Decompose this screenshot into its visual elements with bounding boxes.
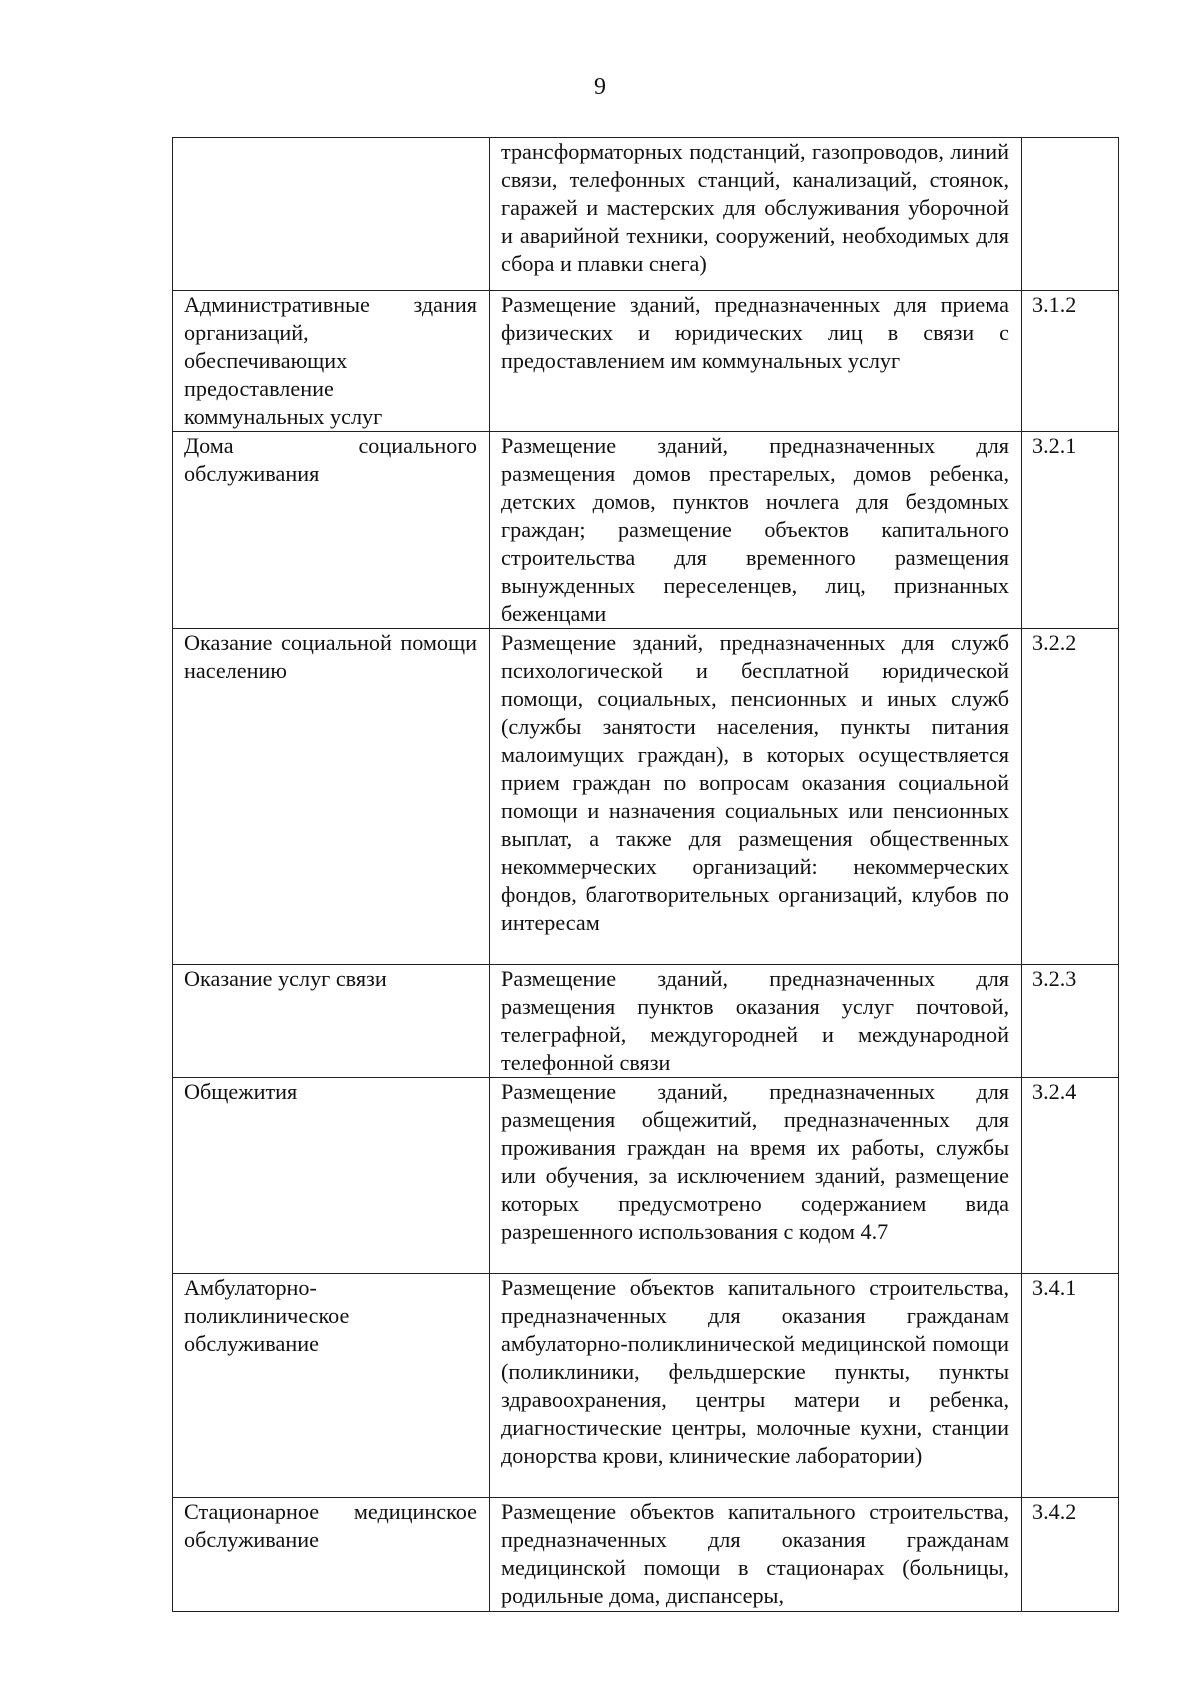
use-code-cell: 3.2.3 — [1022, 965, 1119, 1078]
use-type-name-cell: Общежития — [173, 1078, 490, 1274]
use-description-cell: Размещение зданий, предназначенных для служб психологической и бесплатной юридической помощи, социальных, пенсионных и иных служб (службы занятости населения, пункты питания малоимущих граждан), в которых осуществляется прием граждан по вопросам оказания социальной помощи и назначения социальных или пенсионных выплат, а также для размещения общественных некоммерческих организаций: некоммерческих фондов, благотворительных организаций, клубов по интересам — [490, 629, 1022, 965]
page-number: 9 — [594, 74, 606, 100]
table-row — [173, 432, 1119, 629]
use-code-cell: 3.4.1 — [1022, 1274, 1119, 1498]
use-description-cell: Размещение зданий, предназначенных для размещения общежитий, предназначенных для проживания граждан на время их работы, службы или обучения, за исключением зданий, размещение которых предусмотрено содержанием вида разрешенного использования с кодом 4.7 — [490, 1078, 1022, 1274]
table-row — [173, 965, 1119, 1078]
use-type-name-cell: Оказание социальной помощи населению — [173, 629, 490, 965]
use-description-cell: Размещение зданий, предназначенных для размещения пунктов оказания услуг почтовой, телеграфной, междугородней и международной телефонной связи — [490, 965, 1022, 1078]
table-row — [173, 629, 1119, 965]
use-description-cell: Размещение зданий, предназначенных для размещения домов престарелых, домов ребенка, детских домов, пунктов ночлега для бездомных граждан; размещение объектов капитального строительства для временного размещения вынужденных переселенцев, лиц, признанных беженцами — [490, 432, 1022, 629]
use-description-cell: Размещение зданий, предназначенных для приема физических и юридических лиц в связи с предоставлением им коммунальных услуг — [490, 291, 1022, 432]
use-description-cell: Размещение объектов капитального строительства, предназначенных для оказания гражданам амбулаторно-поликлинической медицинской помощи (поликлиники, фельдшерские пункты, пункты здравоохранения, центры матери и ребенка, диагностические центры, молочные кухни, станции донорства крови, клинические лаборатории) — [490, 1274, 1022, 1498]
use-code-cell: 3.2.1 — [1022, 432, 1119, 629]
land-use-table — [172, 137, 1119, 1612]
table-row — [173, 1274, 1119, 1498]
use-type-name-cell — [173, 138, 490, 291]
use-code-cell — [1022, 138, 1119, 291]
use-description-cell: Размещение объектов капитального строительства, предназначенных для оказания гражданам медицинской помощи в стационарах (больницы, родильные дома, диспансеры, — [490, 1498, 1022, 1612]
use-type-name-cell: Административные здания организаций, обеспечивающих предоставление коммунальных услуг — [173, 291, 490, 432]
use-code-cell: 3.2.4 — [1022, 1078, 1119, 1274]
use-type-name-cell: Амбулаторно-поликлиническое обслуживание — [173, 1274, 490, 1498]
table-row — [173, 291, 1119, 432]
use-type-name-cell: Дома социального обслуживания — [173, 432, 490, 629]
use-type-name-cell: Стационарное медицинское обслуживание — [173, 1498, 490, 1612]
use-code-cell: 3.2.2 — [1022, 629, 1119, 965]
use-code-cell: 3.4.2 — [1022, 1498, 1119, 1612]
table-row — [173, 138, 1119, 291]
table-row — [173, 1078, 1119, 1274]
use-code-cell: 3.1.2 — [1022, 291, 1119, 432]
use-description-cell: трансформаторных подстанций, газопроводов, линий связи, телефонных станций, канализаций, стоянок, гаражей и мастерских для обслуживания уборочной и аварийной техники, сооружений, необходимых для сбора и плавки снега) — [490, 138, 1022, 291]
table-row — [173, 1498, 1119, 1612]
use-type-name-cell: Оказание услуг связи — [173, 965, 490, 1078]
